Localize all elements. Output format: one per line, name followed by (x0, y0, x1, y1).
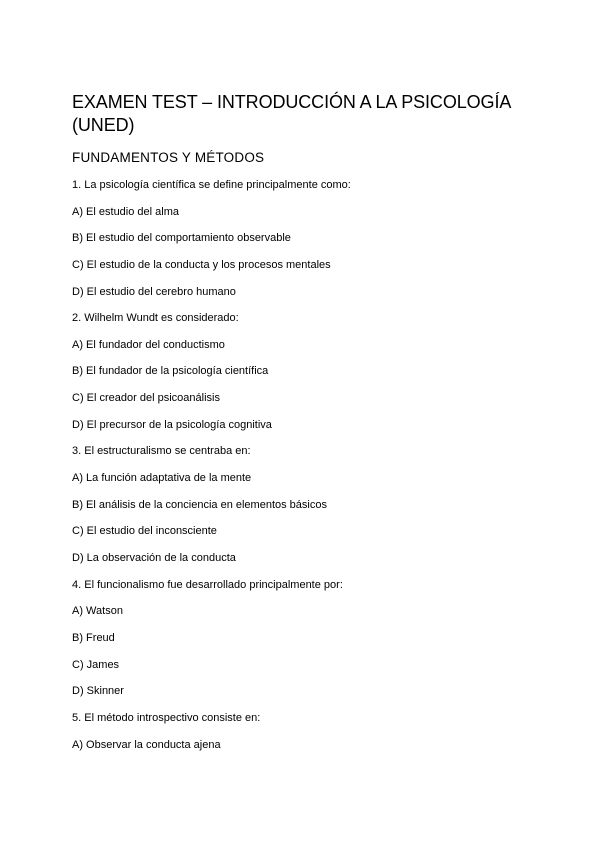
option-3d: D) La observación de la conducta (72, 552, 236, 564)
question-4: 4. El funcionalismo fue desarrollado principalmente por: (72, 579, 343, 591)
option-1d: D) El estudio del cerebro humano (72, 286, 236, 298)
option-3c: C) El estudio del inconsciente (72, 525, 217, 537)
option-2a: A) El fundador del conductismo (72, 339, 225, 351)
option-1b: B) El estudio del comportamiento observable (72, 232, 291, 244)
option-3b: B) El análisis de la conciencia en elementos básicos (72, 499, 327, 511)
option-1c: C) El estudio de la conducta y los procesos mentales (72, 259, 331, 271)
option-2c: C) El creador del psicoanálisis (72, 392, 220, 404)
document-title: EXAMEN TEST – INTRODUCCIÓN A LA PSICOLOGÍA (UNED) (72, 92, 511, 135)
option-2d: D) El precursor de la psicología cognitiva (72, 419, 272, 431)
section-heading: FUNDAMENTOS Y MÉTODOS (72, 150, 265, 165)
question-1: 1. La psicología científica se define principalmente como: (72, 179, 351, 191)
option-1a: A) El estudio del alma (72, 206, 179, 218)
option-2b: B) El fundador de la psicología científica (72, 365, 269, 377)
option-4a: A) Watson (72, 605, 123, 617)
option-4d: D) Skinner (72, 685, 124, 697)
option-5a: A) Observar la conducta ajena (72, 739, 221, 751)
question-3: 3. El estructuralismo se centraba en: (72, 445, 251, 457)
option-4c: C) James (72, 659, 120, 671)
question-2: 2. Wilhelm Wundt es considerado: (72, 312, 239, 324)
question-5: 5. El método introspectivo consiste en: (72, 712, 261, 724)
option-3a: A) La función adaptativa de la mente (72, 472, 252, 484)
option-4b: B) Freud (72, 632, 115, 644)
